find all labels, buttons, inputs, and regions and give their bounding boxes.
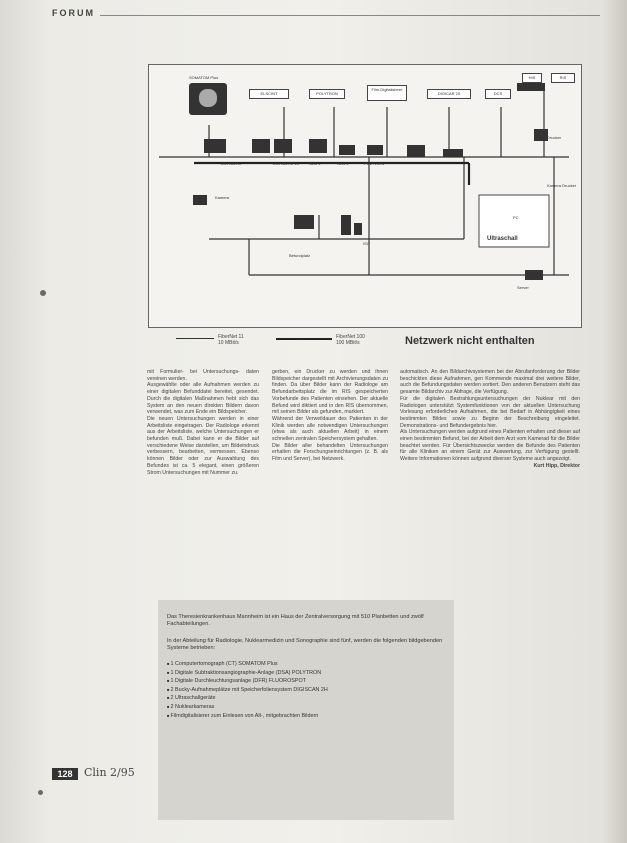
- list-item: ■ Filmdigitalisierer zum Einlesen von Alt-, mitgebrachten Bildern: [167, 712, 328, 721]
- box-film-digitalisierer: Film-Digitalisierer: [367, 85, 407, 101]
- list-item: ■ 2 Nuklearkameras: [167, 703, 328, 712]
- label-drucker: Drucker: [547, 135, 562, 140]
- paragraph: mit Formulier- bei Untersuchungs- daten vereinen werden.: [147, 369, 259, 382]
- list-item: ■ 2 Ultraschallgeräte: [167, 694, 328, 703]
- box-polytron: POLYTRON: [309, 89, 345, 99]
- legend-line-fibernet100: [276, 338, 332, 340]
- paragraph: Die Bilder aller behandelten Untersuchungen erhalten die Forschungseinrichtungen (z. B. als Film und Server), bei Netzwerk.: [272, 442, 388, 463]
- box-dcs: DCS: [485, 89, 511, 99]
- binder-hole: [38, 790, 43, 795]
- box-ris: RIS: [551, 73, 575, 83]
- legend-fibernet11-detail: 10 MBit/s: [218, 340, 239, 346]
- paragraph: automatisch. An den Bildarchivsystemen bei der Abrufanforderung der Bilder beschickten diese Aufnahmen, gen Kommende maximal drei weitere Bilder, auch die Befundungsdaten werden sortiert. Den anderen Benutzern steht das gesamte Bildarchiv zur Abfrage, die Verfügung.: [400, 369, 580, 396]
- box-elscint: ELSCINT: [249, 89, 289, 99]
- info-box: [158, 600, 454, 820]
- label-kamera-drucker: Kamera Drucker: [547, 183, 577, 188]
- label-pc: PC: [513, 215, 519, 220]
- label-nas2: NAS 2: [337, 161, 349, 166]
- info-box-list: [167, 660, 328, 720]
- header-rule: [100, 15, 600, 16]
- article-column-3: [400, 369, 580, 470]
- list-item: ■ 1 Digitale Durchleuchtungsanlage (DFR) FLUOROSPOT: [167, 677, 328, 686]
- section-header: FORUM: [52, 8, 95, 18]
- paragraph: Als Untersuchungen werden aufgrund eines Patienten erhalten und dieser auf einen bestimmten Befund, bei der Arbeit dem Arzt vom Kamerad für die Bilder beachtet werden. Für Übersichtszwecke werden die Befunde des Patienten für alle Kliniken an einem Gerät zur Auswertung, zur Verfügung gestellt. Weitere Informationen können aufgrund diverser Systeme auch angezeigt.: [400, 429, 580, 463]
- box-digicar: DIGICAR 20: [427, 89, 471, 99]
- page-number: 128: [52, 768, 78, 780]
- list-item: ■ 1 Digitale Subtraktionsangiographie-Anlage (DSA) POLYTRON: [167, 669, 328, 678]
- info-box-lead: In der Abteilung für Radiologie, Nuklearmedizin und Sonographie sind fünf, werden die folgenden bildgebenden Systeme betrieben:: [167, 638, 443, 651]
- paragraph: Ausgewählte oder alle Aufnahmen werden zu einer digitalen Befunddatei bereitet, gesendet. Durch die digitalen Maßnahmen hebt sich das System an den neuen direkten Bildern davon verwendet, was zum Ende ein Bildspeicher.: [147, 382, 259, 416]
- info-box-intro: Das Theresienkrankenhaus Mannheim ist ein Haus der Zentralversorgung mit 510 Planbetten und zwölf Fachabteilungen.: [167, 614, 424, 627]
- paragraph: gerben, ein Drucker zu werden und ihnen Bildspeicher dargestellt mit Archivierungsdaten zu finden. Da über Bilder kann der Radiologe am Befundarbeitsplatz die im RIS gespeicherten Vorbefunde des Patienten einsehen. Der aktuelle Befund wird diktiert und in den RIS übernommen, mit seinen Bilder als gefunden, markiert.: [272, 369, 388, 416]
- figure-caption: Netzwerk nicht enthalten: [405, 335, 535, 347]
- legend-line-fibernet11: [176, 338, 214, 339]
- box-his: HIS: [522, 73, 542, 83]
- label-iso: ISO: [363, 241, 370, 246]
- network-diagram: [148, 64, 582, 328]
- paragraph: Die neuen Untersuchungen werden in einer Arbeitsliste eingetragen. Der Radiologe erkennt aus der Arbeitsliste, welche Untersuchungen er befunden muß. Dabei kann er die Bilder auf verschiedene Weise darstellen, um Bildeindruck verbessern, bearbeiten, vermessen. Ebenso können Bilder oder zur Auswahlung des Befundes ist ca. 5 elegant, einen größeren Strom Untersuchungen mit Nummer zu.: [147, 415, 259, 476]
- legend-fibernet11: [218, 334, 244, 346]
- legend-fibernet100-detail: 100 MBit/s: [336, 340, 360, 346]
- label-somatom: SOMATOM Plus: [189, 75, 219, 80]
- label-ultraschall: Ultraschall: [487, 236, 518, 242]
- paragraph: Für die digitalen Bestrahlungsuntersuchungen der Nuklear mit den Radiologen unterstützt Systemfunktionen von der aktuellen Untersuchung Vorlesung erforderliches Aufnahmen, die bei Bedarf in Abhängigkeit eines bestimmten Bildes sowie zu Beginn der Beschreibung eingeleitet. Demonstrations- und Befundergebnis hier.: [400, 395, 580, 429]
- label-polyview: POLYVIEW: [364, 161, 385, 166]
- label-server: Server: [517, 285, 529, 290]
- label-nas1: NAS 1: [309, 161, 321, 166]
- paragraph: Während der Verweildauer des Patienten in der Klinik werden alle notwendigen Untersuchungen (etwa als auch aktuellen Arbeit) in einem schnellen zentralen Speichersystem gehalten.: [272, 415, 388, 443]
- label-befundplatz: Befundplatz: [289, 253, 311, 258]
- list-item: ■ 1 Computertomograph (CT) SOMATOM Plus: [167, 660, 328, 669]
- magazine-name: Clin 2/95: [84, 766, 135, 779]
- label-dig-baric-10: DIG BARIC 10: [273, 161, 300, 166]
- legend-fibernet100-name: FiberNet 100: [336, 334, 365, 340]
- list-item: ■ 2 Bucky-Aufnahmeplätze mit Speicherfoliensystem DIGISCAN 2H: [167, 686, 328, 695]
- legend-fibernet11-name: FiberNet 11: [218, 334, 244, 340]
- article-column-1: [147, 369, 259, 476]
- label-kamera: Kamera: [215, 195, 230, 200]
- legend-fibernet100: [336, 334, 365, 346]
- label-dig-baric: DIG BARIC: [221, 161, 242, 166]
- binder-hole: [40, 290, 46, 296]
- article-column-2: [272, 369, 388, 463]
- author-signature: Kurt Hipp, Direktor: [533, 462, 580, 469]
